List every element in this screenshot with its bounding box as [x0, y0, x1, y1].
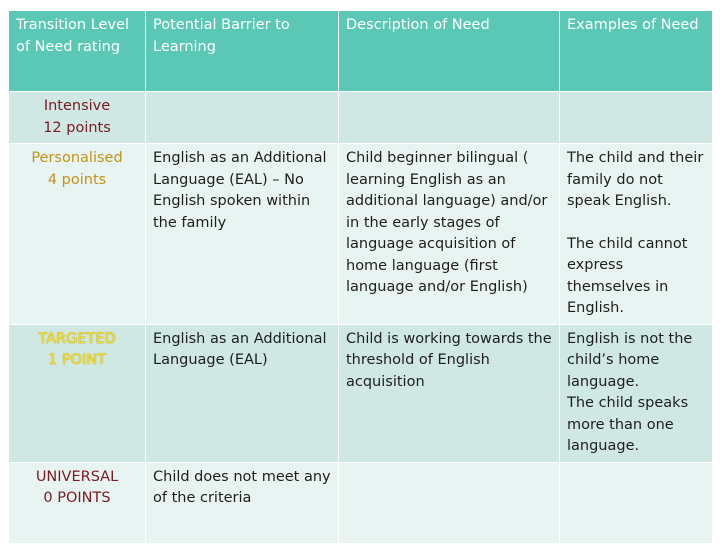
examples-cell: [560, 92, 713, 144]
header-level-rating: Transition Level of Need rating: [9, 11, 146, 92]
header-examples: Examples of Need: [560, 11, 713, 92]
example-text: English is not the child’s home language.: [567, 330, 693, 390]
examples-cell: [560, 324, 713, 462]
barrier-cell: [146, 92, 339, 144]
level-points: 1 POINT: [48, 352, 106, 368]
level-name: UNIVERSAL: [35, 468, 119, 485]
table-row-targeted: [9, 324, 713, 462]
examples-cell: [560, 462, 713, 543]
level-name: Intensive: [43, 98, 111, 114]
level-points: 0 POINTS: [43, 490, 111, 506]
level-name: TARGETED: [38, 330, 116, 347]
description-cell: Child beginner bilingual ( learning English as an additional language) and/or in the early stages of language acquisition of home language (first language and/or English): [339, 144, 560, 325]
level-cell: [9, 462, 146, 543]
level-cell: [9, 324, 146, 462]
examples-cell: [560, 144, 713, 325]
level-name: Personalised: [31, 150, 123, 166]
barrier-cell: English as an Additional Language (EAL) – No English spoken within the family: [146, 144, 339, 325]
description-cell: Child is working towards the threshold of English acquisition: [339, 324, 560, 462]
level-cell: [9, 144, 146, 325]
header-barrier: Potential Barrier to Learning: [146, 11, 339, 92]
example-text: The child speaks more than one language.: [567, 395, 689, 454]
table-row-universal: [9, 462, 713, 543]
description-cell: [339, 462, 560, 543]
level-of-need-table: [8, 10, 713, 544]
level-points: 12 points: [43, 119, 111, 136]
description-cell: [339, 92, 560, 144]
example-text: The child cannot express themselves in English.: [567, 235, 688, 316]
barrier-cell: Child does not meet any of the criteria: [146, 462, 339, 543]
level-cell: [9, 92, 146, 144]
barrier-cell: English as an Additional Language (EAL): [146, 324, 339, 462]
table-row-personalised: [9, 144, 713, 325]
level-points: 4 points: [47, 171, 107, 188]
table-row-intensive: [9, 92, 713, 144]
header-row: [9, 11, 713, 92]
example-text: The child and their family do not speak English.: [567, 150, 704, 209]
header-description: Description of Need: [339, 11, 560, 92]
